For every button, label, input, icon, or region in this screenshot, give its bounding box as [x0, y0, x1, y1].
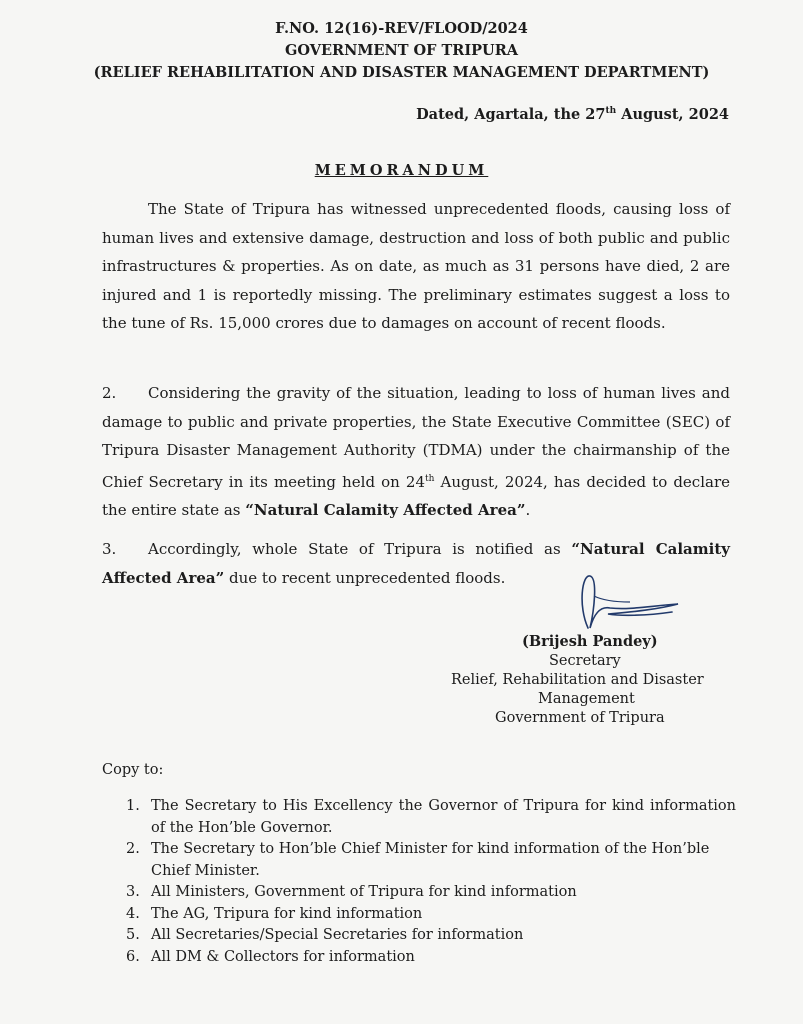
- paragraph-2: 2. Considering the gravity of the situation, leading to loss of human lives and damage to public and private properties, the State Executive Committee (SEC) of Tripura Disaster Management Authority (TDMA) under the chairmanship of the Chief Secretary in its meeting held on 24th August, 2024, has decided to declare the entire state as “Natural Calamity Affected Area”.: [102, 384, 730, 519]
- paragraph-3: 3. Accordingly, whole State of Tripura is notified as “Natural Calamity Affected Area” due to recent unprecedented floods.: [102, 540, 730, 587]
- paragraph-1: The State of Tripura has witnessed unprecedented floods, causing loss of human lives and extensive damage, destruction and loss of both public and public infrastructures & properties. As on date, as much as 31 persons have died, 2 are injured and 1 is reportedly missing. The preliminary estimates suggest a loss to the tune of Rs. 15,000 crores due to damages on account of recent floods.: [102, 200, 730, 332]
- signatory-designation: Secretary: [549, 653, 621, 669]
- file-number: F.NO. 12(16)-REV/FLOOD/2024: [275, 20, 528, 37]
- copy-to-list: [126, 796, 736, 968]
- signatory-department-line1: Relief, Rehabilitation and Disaster: [451, 672, 704, 688]
- document-date: Dated, Agartala, the 27th August, 2024: [416, 106, 729, 123]
- list-item: 2. The Secretary to Hon’ble Chief Minister for kind information of the Hon’ble Chief Minister.: [126, 841, 710, 879]
- department-name: (RELIEF REHABILITATION AND DISASTER MANAGEMENT DEPARTMENT): [93, 64, 710, 81]
- memorandum-title: MEMORANDUM: [314, 162, 489, 179]
- signatory-government: Government of Tripura: [495, 710, 665, 726]
- signatory-name: (Brijesh Pandey): [522, 633, 658, 650]
- list-item: 4. The AG, Tripura for kind information: [126, 905, 423, 922]
- list-item: 5. All Secretaries/Special Secretaries for information: [126, 927, 524, 943]
- government-name: GOVERNMENT OF TRIPURA: [284, 42, 518, 59]
- list-item: 3. All Ministers, Government of Tripura for kind information: [126, 884, 577, 900]
- signatory-department-line2: Management: [538, 691, 635, 707]
- list-item: 1. The Secretary to His Excellency the Governor of Tripura for kind information of the Hon’ble Governor.: [126, 798, 736, 836]
- copy-to-label: Copy to:: [102, 762, 164, 778]
- list-item: 6. All DM & Collectors for information: [126, 948, 415, 965]
